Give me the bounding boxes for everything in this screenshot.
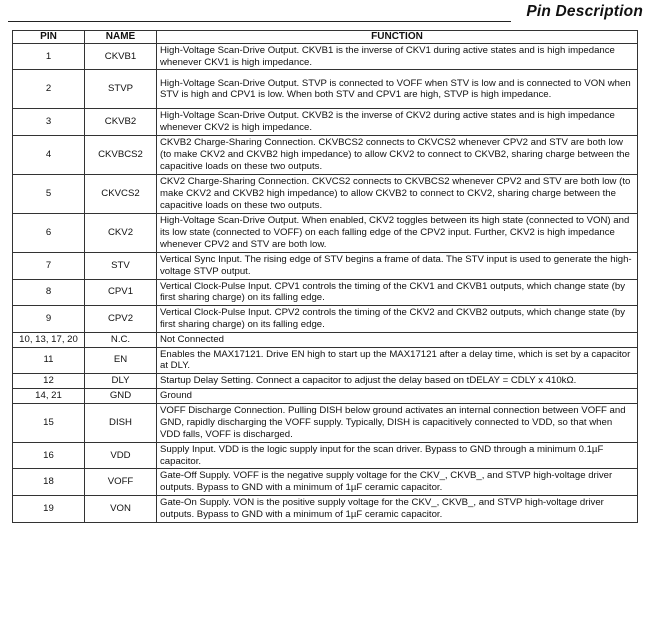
name-cell: N.C. [85,332,157,347]
table-row [13,347,638,374]
column-header-name: NAME [85,31,157,44]
table-row [13,495,638,522]
name-cell: GND [85,388,157,403]
page-header [8,2,643,24]
pin-cell: 10, 13, 17, 20 [13,332,85,347]
pin-cell: 15 [13,403,85,442]
pin-cell: 7 [13,252,85,279]
name-cell: CKVBCS2 [85,135,157,174]
name-cell: CPV2 [85,306,157,333]
function-cell: CKVB2 Charge-Sharing Connection. CKVBCS2 connects to CKVCS2 whenever CPV2 and STV are both low (to make CKV2 and CKVB2 high impedance) to allow CKV2 to connect to CKVB2, sharing charge between the capacitive loads on these two outputs. [157,135,638,174]
function-cell: Vertical Sync Input. The rising edge of STV begins a frame of data. The STV input is used to generate the high-voltage STVP output. [157,252,638,279]
pin-cell: 9 [13,306,85,333]
pin-cell: 14, 21 [13,388,85,403]
pin-cell: 19 [13,495,85,522]
table-header-row [13,31,638,44]
pin-cell: 18 [13,469,85,496]
name-cell: EN [85,347,157,374]
name-cell: DISH [85,403,157,442]
name-cell: CKV2 [85,213,157,252]
pin-cell: 8 [13,279,85,306]
function-cell: Gate-On Supply. VON is the positive supply voltage for the CKV_, CKVB_, and STVP high-voltage driver outputs. Bypass to GND with a minimum of 1µF ceramic capacitor. [157,495,638,522]
pin-cell: 3 [13,109,85,136]
name-cell: STV [85,252,157,279]
table-row [13,174,638,213]
pin-description-table [12,30,638,523]
table-row [13,213,638,252]
name-cell: CKVCS2 [85,174,157,213]
pin-cell: 1 [13,43,85,70]
pin-cell: 11 [13,347,85,374]
pin-cell: 12 [13,374,85,389]
function-cell: VOFF Discharge Connection. Pulling DISH below ground activates an internal connection between VOFF and GND, rapidly discharging the VOFF supply. Typically, DISH is capacitively connected to VDD, so that when VDD falls, VOFF is discharged. [157,403,638,442]
function-cell: CKV2 Charge-Sharing Connection. CKVCS2 connects to CKVBCS2 whenever CPV2 and STV are both low (to make CKV2 and CKVB2 high impedance) to allow CKVB2 to connect to CKV2, sharing charge between the capacitive loads on these two outputs. [157,174,638,213]
function-cell: Vertical Clock-Pulse Input. CPV2 controls the timing of the CKV2 and CKVB2 outputs, which change state (by first sharing charge) on its falling edge. [157,306,638,333]
name-cell: DLY [85,374,157,389]
table-row [13,469,638,496]
table-row [13,109,638,136]
pin-cell: 2 [13,70,85,109]
table-row [13,403,638,442]
column-header-pin: PIN [13,31,85,44]
table-row [13,279,638,306]
name-cell: VDD [85,442,157,469]
name-cell: CKVB1 [85,43,157,70]
function-cell: High-Voltage Scan-Drive Output. STVP is connected to VOFF when STV is low and is connected to VON when STV is high and CPV1 is low. When both STV and CPV1 are high, STVP is high impedance. [157,70,638,109]
name-cell: CKVB2 [85,109,157,136]
table-row [13,332,638,347]
table-row [13,388,638,403]
pin-cell: 5 [13,174,85,213]
function-cell: Ground [157,388,638,403]
function-cell: Vertical Clock-Pulse Input. CPV1 controls the timing of the CKV1 and CKVB1 outputs, which change state (by first sharing charge) on its falling edge. [157,279,638,306]
function-cell: Gate-Off Supply. VOFF is the negative supply voltage for the CKV_, CKVB_, and STVP high-voltage driver outputs. Bypass to GND with a minimum of 1µF ceramic capacitor. [157,469,638,496]
function-cell: Supply Input. VDD is the logic supply input for the scan driver. Bypass to GND through a minimum 0.1µF capacitor. [157,442,638,469]
function-cell: Not Connected [157,332,638,347]
table-row [13,43,638,70]
table-row [13,306,638,333]
pin-cell: 6 [13,213,85,252]
function-cell: High-Voltage Scan-Drive Output. CKVB1 is the inverse of CKV1 during active states and is high impedance whenever CKV1 is high impedance. [157,43,638,70]
table-row [13,442,638,469]
function-cell: Startup Delay Setting. Connect a capacitor to adjust the delay based on tDELAY = CDLY x 410kΩ. [157,374,638,389]
column-header-function: FUNCTION [157,31,638,44]
function-cell: High-Voltage Scan-Drive Output. When enabled, CKV2 toggles between its high state (connected to VON) and its low state (connected to VOFF) on each falling edge of the CPV2 input. Further, CKV2 is high impedance whenever CPV2 and STV are both low. [157,213,638,252]
name-cell: STVP [85,70,157,109]
pin-cell: 4 [13,135,85,174]
name-cell: CPV1 [85,279,157,306]
pin-cell: 16 [13,442,85,469]
name-cell: VOFF [85,469,157,496]
name-cell: VON [85,495,157,522]
table-row [13,135,638,174]
table-row [13,252,638,279]
table-row [13,374,638,389]
function-cell: High-Voltage Scan-Drive Output. CKVB2 is the inverse of CKV2 during active states and is high impedance whenever CKV2 is high impedance. [157,109,638,136]
page-title: Pin Description [526,3,643,20]
function-cell: Enables the MAX17121. Drive EN high to start up the MAX17121 after a delay time, which is set by a capacitor at DLY. [157,347,638,374]
table-row [13,70,638,109]
header-rule [8,21,511,22]
